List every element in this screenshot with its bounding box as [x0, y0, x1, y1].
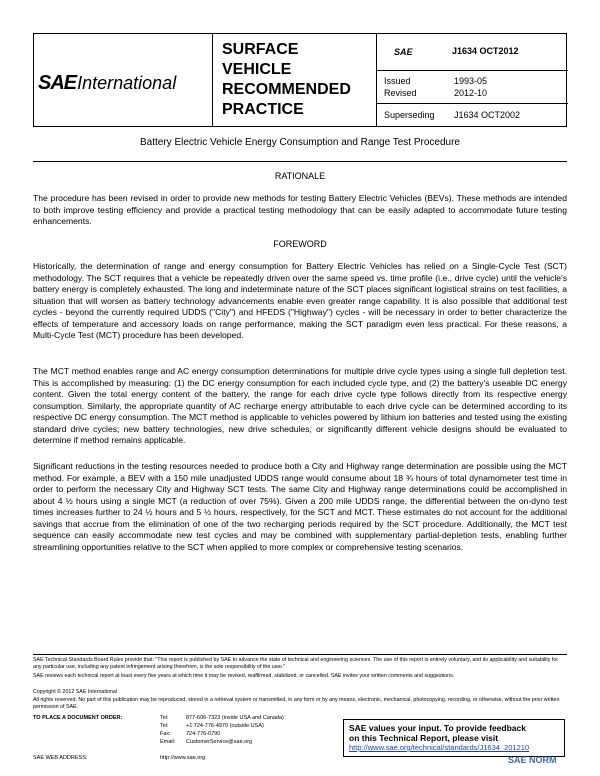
issued-value: 1993-05 — [454, 76, 488, 86]
tel-value: 877-606-7323 (inside USA and Canada) — [186, 715, 284, 721]
revised-value: 2012-10 — [454, 88, 488, 98]
fax-label: Fax: — [160, 731, 171, 737]
fax-value: 724-776-0790 — [186, 731, 221, 737]
feedback-box — [343, 719, 565, 757]
header-row-divider — [376, 70, 568, 71]
web-address-label: SAE WEB ADDRESS: — [33, 755, 88, 761]
foreword-paragraph: Significant reductions in the testing resources needed to produce both a City and Highway range determination are possible using the MCT method. For example, a BEV with a 150 mile unadjusted UDDS range would consume about 18 ¾ hours of total dynamometer test time in order to perform the necessary City and Highway SCT tests. The same City and Highway range determinations could be accomplished in about 4 ½ hours using a single MCT (a reduction of over 75%). Given a 200 mile UDDS range, the differential between the on-dyno test times increases further to 24 ½ hours and 5 ½ hours, respectively, for the SCT and MCT. These estimates do not account for the additional savings that accrue from the elimination of one of the two recharging periods required by the SCT procedure. Additionally, the MCT test sequence can easily accommodate new test cycles and may be combined with supplementary partial-depletion tests, enabling further streamlining opportunities relative to the SCT when applied to more complex or comprehensive testing scenarios. — [33, 461, 567, 552]
email-label: Email: — [160, 739, 176, 745]
superseding-label: Superseding — [384, 110, 435, 120]
sae-international-logo: SAEInternational — [38, 72, 177, 94]
footer-rule — [33, 654, 567, 655]
header-divider — [212, 34, 213, 126]
footer-copyright: Copyright © 2012 SAE International — [33, 689, 117, 695]
feedback-link[interactable]: http://www.sae.org/technical/standards/J1634_201210 — [349, 743, 530, 752]
footer-rights: All rights reserved. No part of this publication may be reproduced, stored in a retrieval system or transmitted, in any form or by any means, electronic, mechanical, photocopying, recording, or otherwise, without the prior written permission of SAE. — [33, 697, 560, 710]
foreword-paragraph: Historically, the determination of range and energy consumption for Battery Electric Vehicles has relied on a Single-Cycle Test (SCT) methodology. The SCT requires that a vehicle be repeatedly driven over the same speed vs. time profile (i.e., drive cycle) until the vehicle's battery energy is completely exhausted. The long and indeterminate nature of the SCT places significant logistical strains on test facilities, a situation that will worsen as battery technology advancements enable even greater range capability. It is also possible that additional test cycles - beyond the currently required UDDS ("City") and HFEDS ("Highway") cycles - will be necessary in order to better characterize the effects of temperature and accessory loads on range performance, making the SCT paradigm even less practical. For these reasons, a Multi-Cycle Test (MCT) procedure has been developed. — [33, 261, 567, 340]
footer-notice: SAE Technical Standards Board Rules provide that: "This report is published by SAE to advance the state of technical and engineering sciences. The use of this report is entirely voluntary, and its applicability and suitability for any particular use, including any patent infringement arising therefrom, is the sole responsibility of the user." — [33, 657, 559, 670]
rationale-heading: RATIONALE — [274, 171, 326, 181]
watermark: SAE NORM — [508, 755, 557, 765]
rationale-text: The procedure has been revised in order to provide new methods for testing Battery Electric Vehicles (BEVs). These methods are intended to both improve testing efficiency and provide a practical testing methodology that can be easily adapted to accommodate future testing enhancements. — [33, 193, 567, 226]
document-code: J1634 OCT2012 — [452, 46, 519, 56]
issued-label: Issued — [384, 76, 411, 86]
foreword-heading: FOREWORD — [273, 239, 327, 249]
title-rule — [33, 161, 567, 162]
revised-label: Revised — [384, 88, 417, 98]
document-type: SURFACE VEHICLE RECOMMENDED PRACTICE — [222, 41, 351, 118]
feedback-text: on this Technical Report, please visit — [349, 733, 499, 743]
tel-value: +1 724-776-4970 (outside USA) — [186, 723, 264, 729]
superseding-value: J1634 OCT2002 — [454, 110, 521, 120]
foreword-paragraph: The MCT method enables range and AC energy consumption determinations for multiple drive cycle types using a single full depletion test. This is accomplished by measuring: (1) the DC energy consumption for each included cycle type, and (2) the battery's useable DC energy content. Given the total energy content of the battery, the range for each drive cycle type follows directly from its respective energy consumption. Similarly, the appropriate quantity of AC recharge energy attributable to each drive cycle can be determined according to its respective DC energy consumption. The MCT method is applicable to vehicles powered by lithium ion batteries and tested using the existing standard drive cycles; new battery technologies, new drive schedules, or significantly different vehicle designs should be evaluated to determine if method remains applicable. — [33, 366, 567, 445]
web-address-value: http://www.sae.org — [160, 755, 206, 761]
order-label: TO PLACE A DOCUMENT ORDER: — [33, 715, 123, 721]
header-box — [33, 33, 567, 127]
tel-label: Tel: — [160, 715, 169, 721]
feedback-text: SAE values your input. To provide feedback — [349, 723, 526, 733]
tel-label: Tel: — [160, 723, 169, 729]
email-value: CustomerService@sae.org — [186, 739, 253, 745]
header-row-divider — [376, 103, 568, 104]
document-title: Battery Electric Vehicle Energy Consumption and Range Test Procedure — [140, 137, 460, 148]
header-divider — [376, 34, 377, 126]
sae-mini-logo: SAE — [394, 47, 413, 57]
footer-review: SAE reviews each technical report at least every five years at which time it may be revised, reaffirmed, stabilized, or cancelled. SAE invites your written comments and suggestions. — [33, 673, 455, 679]
